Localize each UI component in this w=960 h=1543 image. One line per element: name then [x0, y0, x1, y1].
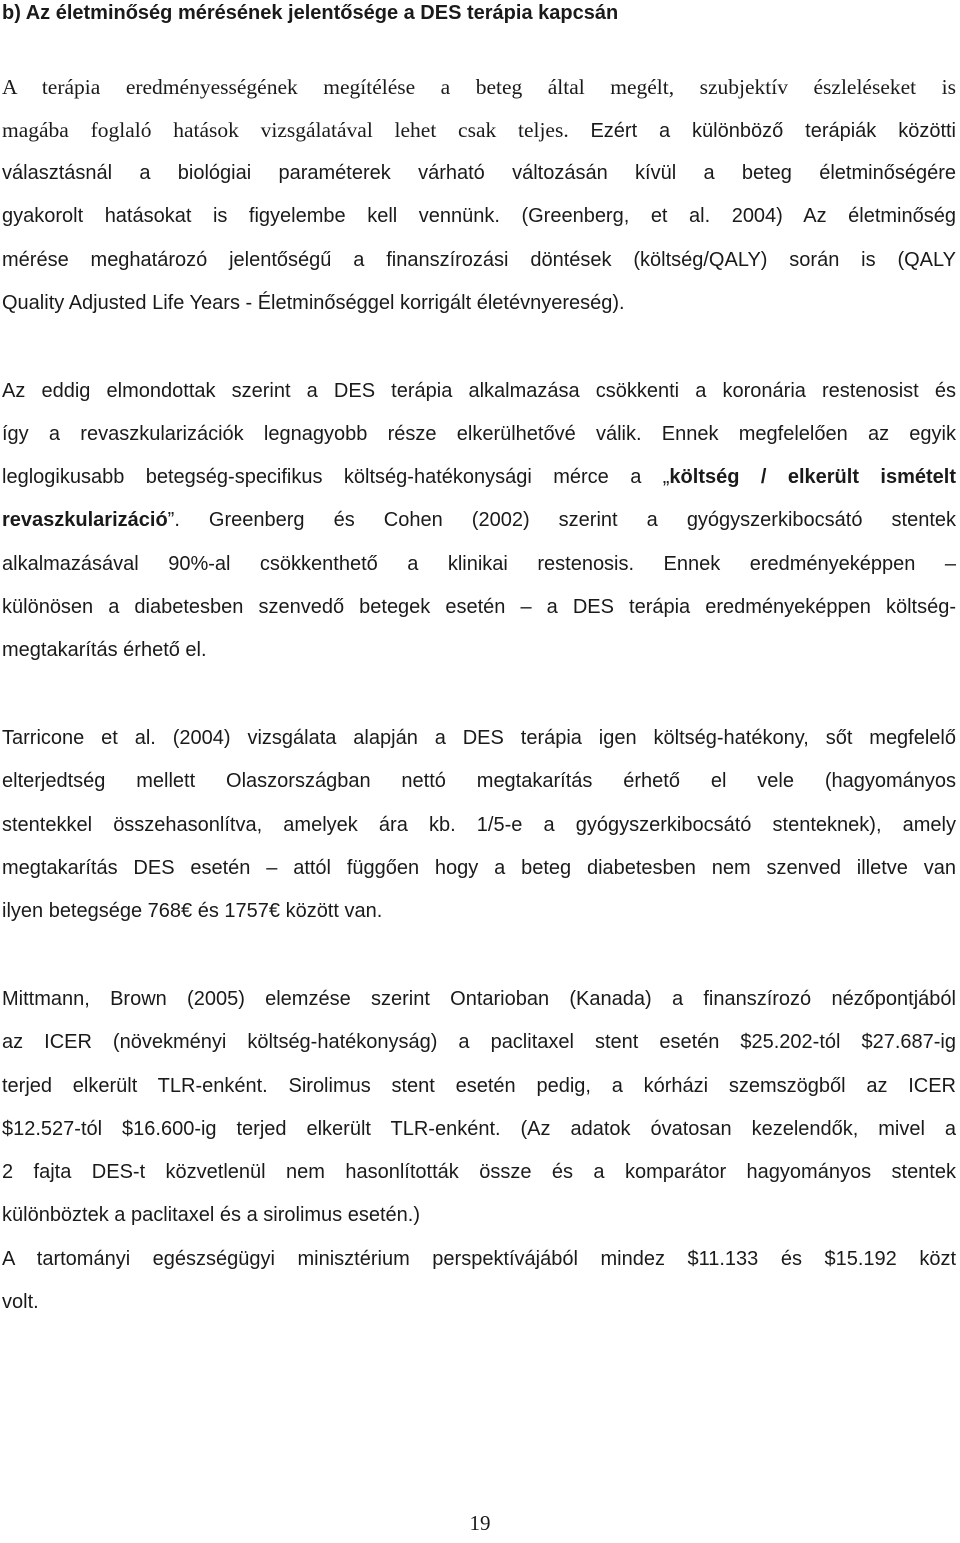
text-line: terjed elkerült TLR-enként. Sirolimus stent esetén pedig, a kórházi szemszögből az ICER	[2, 1075, 956, 1097]
text-line: különböztek a paclitaxel és a sirolimus esetén.)	[2, 1204, 420, 1226]
text-line	[2, 117, 956, 144]
text-line	[2, 507, 956, 533]
text-segment: magába foglaló hatások vizsgálatával lehet csak teljes.	[2, 118, 569, 142]
text-line: stentekkel összehasonlítva, amelyek ára kb. 1/5-e a gyógyszerkibocsátó stenteknek), amely	[2, 814, 956, 836]
text-line: mérése meghatározó jelentőségű a finanszírozási döntések (költség/QALY) során is (QALY	[2, 249, 956, 271]
text-line: 2 fajta DES-t közvetlenül nem hasonlították össze és a komparátor hagyományos stentek	[2, 1161, 956, 1183]
page-number: 19	[469, 1511, 491, 1535]
text-segment: leglogikusabb betegség-specifikus költség-hatékonysági mérce a „	[2, 466, 670, 488]
text-line: megtakarítás DES esetén – attól függően hogy a beteg diabetesben nem szenved illetve van	[2, 857, 956, 879]
text-line: gyakorolt hatásokat is figyelembe kell vennünk. (Greenberg, et al. 2004) Az életminőség	[2, 205, 956, 227]
text-line	[2, 464, 956, 490]
text-line: különösen a diabetesben szenvedő betegek esetén – a DES terápia eredményeképpen költség-	[2, 596, 956, 618]
text-line: A terápia eredményességének megítélése a beteg által megélt, szubjektív észleléseket is	[2, 75, 956, 99]
text-line: volt.	[2, 1291, 39, 1313]
text-segment: ”. Greenberg és Cohen (2002) szerint a gyógyszerkibocsátó stentek	[167, 509, 956, 531]
text-line: Az eddig elmondottak szerint a DES terápia alkalmazása csökkenti a koronária restenosist és	[2, 380, 956, 402]
text-line: Tarricone et al. (2004) vizsgálata alapján a DES terápia igen költség-hatékony, sőt megfelelő	[2, 727, 956, 749]
text-line: A tartományi egészségügyi minisztérium perspektívájából mindez $11.133 és $15.192 közt	[2, 1248, 956, 1270]
text-line: Quality Adjusted Life Years - Életminőséggel korrigált életévnyereség).	[2, 292, 625, 314]
section-heading: b) Az életminőség mérésének jelentősége a DES terápia kapcsán	[2, 2, 619, 24]
text-line: választásnál a biológiai paraméterek várható változásán kívül a beteg életminőségére	[2, 162, 956, 184]
text-segment: Ezért a különböző terápiák közötti	[590, 120, 957, 142]
text-line: $12.527-tól $16.600-ig terjed elkerült TLR-enként. (Az adatok óvatosan kezelendők, mivel a	[2, 1118, 956, 1140]
text-line: elterjedtség mellett Olaszországban nettó megtakarítás érhető el vele (hagyományos	[2, 770, 956, 792]
bold-term: költség / elkerült ismételt	[669, 466, 956, 488]
bold-term: revaszkularizáció	[2, 509, 168, 531]
text-line: alkalmazásával 90%-al csökkenthető a klinikai restenosis. Ennek eredményeképpen –	[2, 553, 956, 575]
text-line: így a revaszkularizációk legnagyobb része elkerülhetővé válik. Ennek megfelelően az egyik	[2, 423, 956, 445]
text-line: ilyen betegsége 768€ és 1757€ között van.	[2, 900, 383, 922]
text-line: megtakarítás érhető el.	[2, 639, 207, 661]
text-line: Mittmann, Brown (2005) elemzése szerint Ontarioban (Kanada) a finanszírozó nézőpontjából	[2, 988, 956, 1010]
text-line: az ICER (növekményi költség-hatékonyság) a paclitaxel stent esetén $25.202-tól $27.687-ig	[2, 1031, 956, 1053]
